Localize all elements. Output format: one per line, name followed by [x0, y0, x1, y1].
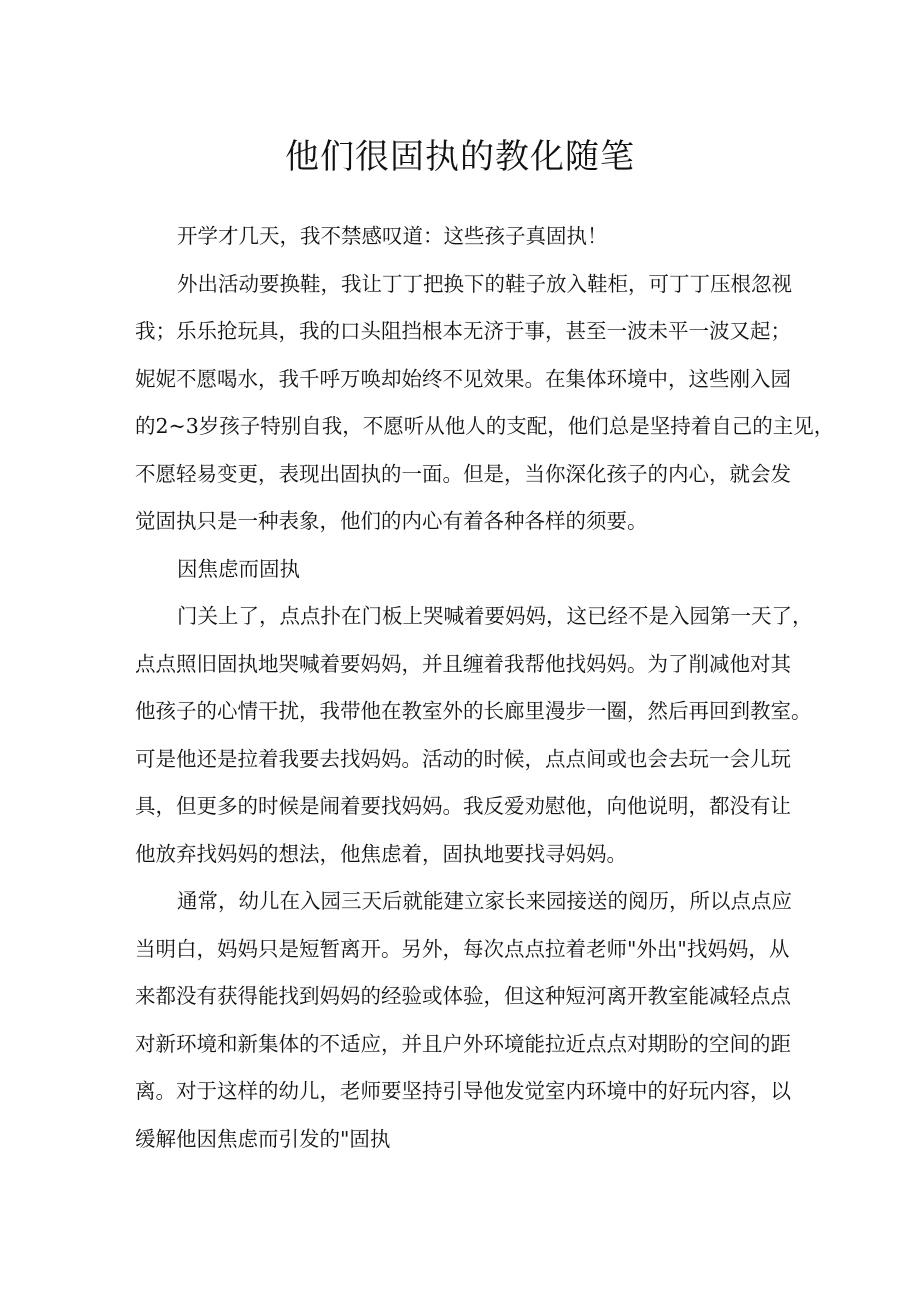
text-line: 对新环境和新集体的不适应，并且户外环境能拉近点点对期盼的空间的距 — [135, 1031, 791, 1056]
text-line: 觉固执只是一种表象，他们的内心有着各种各样的须要。 — [135, 509, 648, 533]
paragraph-3 — [135, 593, 813, 878]
text-line: 开学才几天，我不禁感叹道：这些孩子真固执！ — [177, 224, 608, 248]
paragraph-2 — [135, 261, 835, 546]
text-line: 通常，幼儿在入园三天后就能建立家长来园接送的阅历，所以点点应 — [177, 889, 792, 913]
document-title: 他们很固执的教化随笔 — [285, 137, 635, 177]
text-line: 来都没有获得能找到妈妈的经验或体验，但这种短河离开教室能减轻点点 — [135, 984, 791, 1008]
text-line: 点点照旧固执地哭喊着要妈妈，并且缠着我帮他找妈妈。为了削减他对其 — [135, 651, 791, 676]
text-line: 的2~3岁孩子特别自我，不愿听从他人的支配，他们总是坚持着自己的主见， — [135, 414, 835, 438]
text-line: 离。对于这样的幼儿，老师要坚持引导他发觉室内环境中的好玩内容，以 — [135, 1079, 791, 1103]
text-line: 他放弃找妈妈的想法，他焦虑着，固执地要找寻妈妈。 — [135, 841, 627, 866]
paragraph-1 — [135, 213, 783, 261]
text-line: 外出活动要换鞋，我让丁丁把换下的鞋子放入鞋柜，可丁丁压根忽视 — [177, 271, 792, 296]
text-line: 门关上了，点点扑在门板上哭喊着要妈妈，这已经不是入园第一天了， — [177, 604, 813, 628]
document-body — [135, 213, 835, 1163]
text-line: 我；乐乐抢玩具，我的口头阻挡根本无济于事，甚至一波未平一波又起； — [135, 319, 791, 343]
text-line: 可是他还是拉着我要去找妈妈。活动的时候，点点间或也会去玩一会儿玩 — [135, 746, 791, 771]
text-line: 缓解他因焦虑而引发的"固执 — [135, 1126, 391, 1151]
text-line: 具，但更多的时候是闹着要找妈妈。我反爱劝慰他，向他说明，都没有让 — [135, 794, 791, 818]
text-line: 妮妮不愿喝水，我千呼万唤却始终不见效果。在集体环境中，这些刚入园 — [135, 366, 791, 391]
text-line: 当明白，妈妈只是短暂离开。另外，每次点点拉着老师"外出"找妈妈，从 — [135, 936, 790, 961]
text-line: 他孩子的心情干扰，我带他在教室外的长廊里漫步一圈，然后再回到教室。 — [135, 699, 812, 723]
paragraph-4 — [135, 878, 792, 1163]
text-line: 不愿轻易变更，表现出固执的一面。但是，当你深化孩子的内心，就会发 — [135, 461, 791, 486]
section-heading: 因焦虑而固执 — [177, 556, 300, 581]
